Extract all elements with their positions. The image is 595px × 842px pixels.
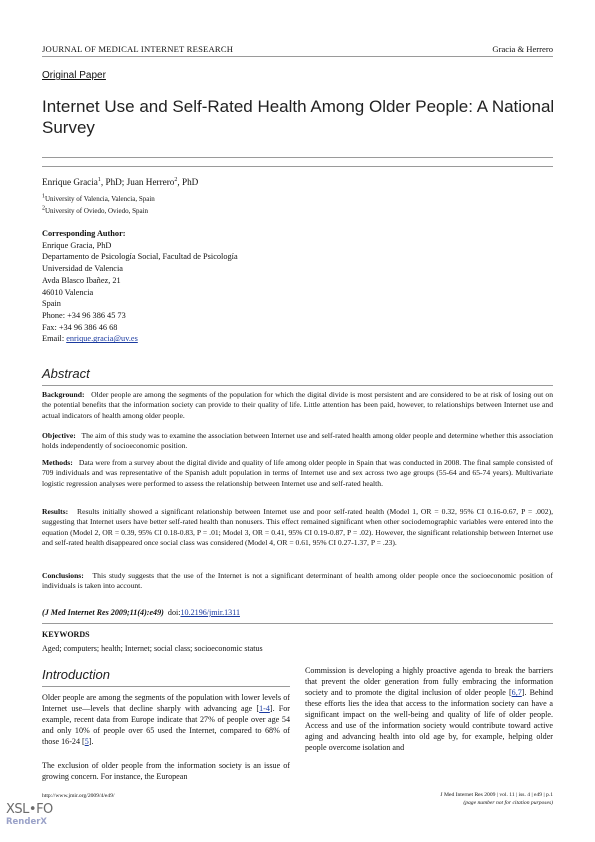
methods-label: Methods: xyxy=(42,458,73,467)
running-authors: Gracia & Herrero xyxy=(492,44,553,54)
corr-line: Fax: +34 96 386 46 68 xyxy=(42,322,118,332)
author-list xyxy=(42,177,198,187)
intro-col2 xyxy=(305,665,553,753)
background-label: Background: xyxy=(42,390,85,399)
author-2: Juan Herrero xyxy=(126,177,175,187)
conclusions-label: Conclusions: xyxy=(42,571,84,580)
intro-text: ]. For example, recent data from Europe indicate that 27% of people over age 54 and only 10% of people over 65 used the Internet, compared to 68% of those 16-24 [ xyxy=(42,704,290,746)
intro-text: ]. Behind these efforts lies the idea that access to the information society can have a significant impact on the well-being and quality of life of older people. Access and use of the information society would contribute toward active aging and advancing health into old age by, for example, helping older people overcome isolation and xyxy=(305,688,553,752)
affiliation-1 xyxy=(42,195,155,203)
corr-line: Enrique Gracia, PhD xyxy=(42,240,112,250)
corr-line: Spain xyxy=(42,299,61,309)
author-1-degree: , PhD; xyxy=(100,177,127,187)
logo-line-1: XSL•FO xyxy=(6,802,53,817)
corresponding-heading: Corresponding Author: xyxy=(42,229,126,238)
article-type: Original Paper xyxy=(42,70,106,81)
header-rule xyxy=(42,56,553,57)
footer-journal-line: J Med Internet Res 2009 | vol. 11 | iss. 4 | e49 | p.1 xyxy=(440,792,553,798)
doi-link[interactable]: 10.2196/jmir.1311 xyxy=(180,608,240,617)
ref-link[interactable]: 5 xyxy=(84,737,89,746)
email-link[interactable]: enrique.gracia@uv.es xyxy=(66,334,138,344)
footer-info xyxy=(440,791,553,807)
corr-line: Universidad de Valencia xyxy=(42,264,123,274)
intro-text: Commission is developing a highly proactive agenda to break the barriers that prevent the older generation from fully embracing the information society and to promote the digital inclusion of older people [ xyxy=(305,666,553,697)
background-text: Older people are among the segments of the population for which the digital divide is most persistent and are considered to be at risk of losing out on the potential benefits that the information society can provide to their quality of life. Little attention has been paid, however, to relationships between Internet use and actual indicators of health among older people. xyxy=(42,390,553,420)
renderx-logo xyxy=(6,802,53,827)
author-2-sup: 2 xyxy=(174,176,178,183)
introduction-heading: Introduction xyxy=(42,667,110,682)
keywords-text: Aged; computers; health; Internet; social class; socioeconomic status xyxy=(42,644,263,653)
citation-line xyxy=(42,608,240,617)
title-rule-bottom xyxy=(42,166,553,167)
corresponding-author xyxy=(42,228,238,345)
methods-text: Data were from a survey about the digital divide and quality of life among older people in Spain that was conducted in 2008. The final sample consisted of 709 individuals and was representative of the Spanish adult population in terms of Internet use and sex across two age groups (55-64 and 65-74 years). Multivariate logistic regression analyses were performed to assess the relationship between Internet use and self-rated health. xyxy=(42,458,553,488)
results-text: Results initially showed a significant relationship between Internet use and poor self-rated health (Model 1, OR = 0.32, 95% CI 0.16-0.67, P = .002), suggesting that Internet users have better self-rated health than nonusers. This effect remained significant when other sociodemographic variables were entered into the equation (Model 2, OR = 0.39, 95% CI 0.18-0.83, P = .01; Model 3, OR = 0.41, 95% CI 0.19-0.87, P = .02). However, the significant relationship between Internet use and self-rated health disappeared once social class was considered (Model 4, OR = 0.61, 95% CI 0.27-1.37, P = .23). xyxy=(42,507,553,547)
author-1: Enrique Gracia xyxy=(42,177,98,187)
author-1-sup: 1 xyxy=(97,176,101,183)
keywords-rule xyxy=(42,623,553,624)
intro-text: ]. xyxy=(88,737,94,746)
objective-label: Objective: xyxy=(42,431,76,440)
ref-link[interactable]: 1-4 xyxy=(259,704,270,713)
email-label: Email: xyxy=(42,334,67,344)
doi-label: doi: xyxy=(167,608,181,617)
title-rule-top xyxy=(42,157,553,158)
ref-link[interactable]: 6,7 xyxy=(511,688,522,697)
intro-col1-p2: The exclusion of older people from the information society is an issue of growing concern. For instance, the European xyxy=(42,761,290,781)
footer-url: http://www.jmir.org/2009/4/e49/ xyxy=(42,793,115,799)
results-label: Results: xyxy=(42,507,69,516)
corr-line: Phone: +34 96 386 45 73 xyxy=(42,310,126,320)
affiliation-1-text: University of Valencia, Valencia, Spain xyxy=(45,195,155,203)
affiliation-2-sup: 2 xyxy=(42,205,45,212)
introduction-rule xyxy=(42,686,290,687)
logo-line-2: RenderX xyxy=(6,817,47,827)
corr-line: Departamento de Psicología Social, Facultad de Psicología xyxy=(42,252,238,262)
conclusions-text: This study suggests that the use of the Internet is not a significant determinant of health among older people once the socioeconomic position of individuals is taken into account. xyxy=(42,571,554,591)
affiliation-2 xyxy=(42,207,148,215)
affiliation-2-text: University of Oviedo, Oviedo, Spain xyxy=(45,207,149,215)
abstract-rule xyxy=(42,385,553,386)
intro-col1-p1 xyxy=(42,692,290,747)
abstract-methods xyxy=(42,458,553,489)
abstract-heading: Abstract xyxy=(42,366,90,381)
affiliation-1-sup: 1 xyxy=(42,193,45,200)
keywords-heading: KEYWORDS xyxy=(42,630,90,639)
intro-text: Older people are among the segments of the population with lower levels of Internet use—levels that decline sharply with advancing age [ xyxy=(42,693,290,713)
journal-name: JOURNAL OF MEDICAL INTERNET RESEARCH xyxy=(42,44,234,54)
footer-note: (page number not for citation purposes) xyxy=(463,800,553,806)
author-2-degree: , PhD xyxy=(177,177,199,187)
objective-text: The aim of this study was to examine the association between Internet use and self-rated health among older people and determine whether this association holds independently of socioeconomic position. xyxy=(42,431,553,451)
corr-line: Avda Blasco Ibañez, 21 xyxy=(42,275,121,285)
citation-ref: (J Med Internet Res 2009;11(4):e49) xyxy=(42,608,164,617)
abstract-objective xyxy=(42,431,553,452)
abstract-conclusions xyxy=(42,571,553,592)
page-title: Internet Use and Self-Rated Health Among Older People: A National Survey xyxy=(42,97,555,137)
abstract-background xyxy=(42,390,553,421)
abstract-results xyxy=(42,507,553,548)
corr-line: 46010 Valencia xyxy=(42,287,94,297)
